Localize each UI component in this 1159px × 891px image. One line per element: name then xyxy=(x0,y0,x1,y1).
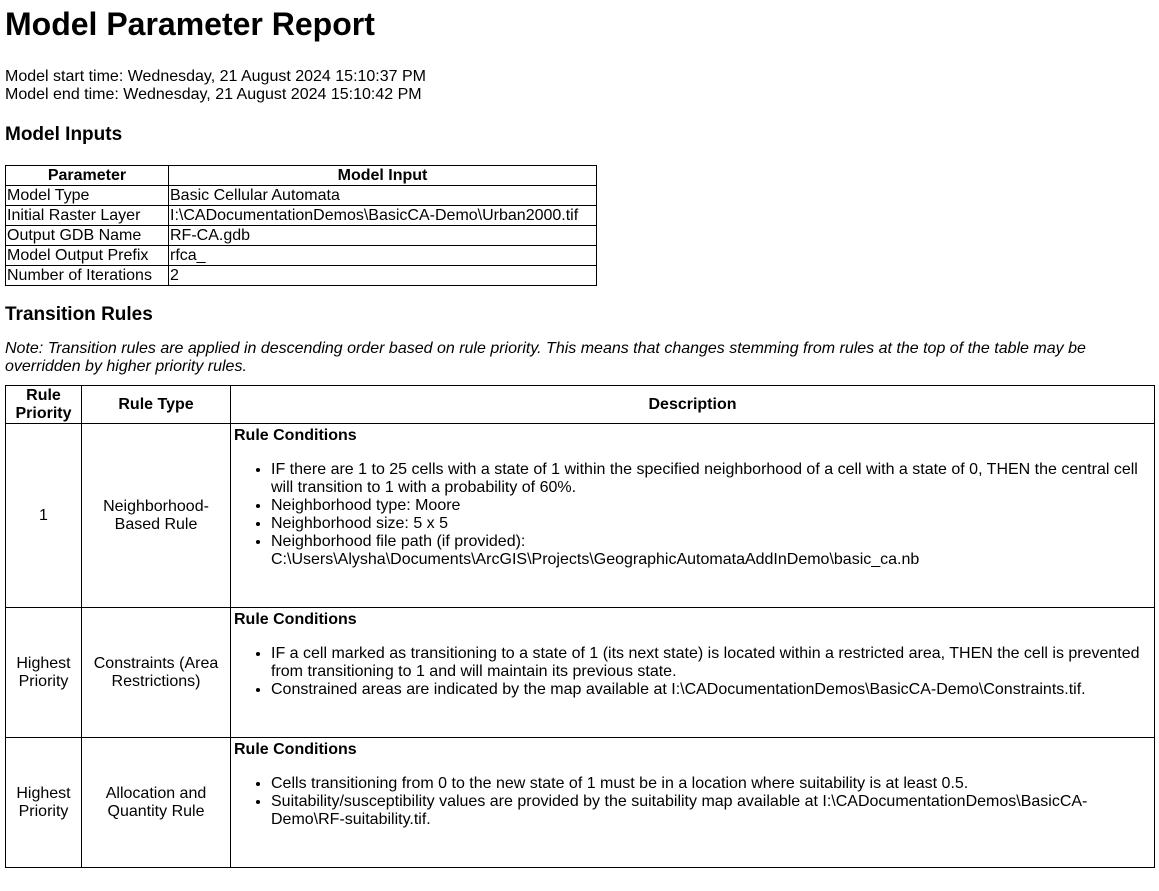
list-item: • Constrained areas are indicated by the map available at I:\CADocumentationDemos\BasicCA-Demo\Constraints.tif. xyxy=(271,681,1151,699)
input-value-cell: rfca_ xyxy=(169,246,597,266)
input-value-cell: RF-CA.gdb xyxy=(169,226,597,246)
rule-type-cell: Constraints (Area Restrictions) xyxy=(82,608,231,738)
table-row xyxy=(6,608,1155,738)
model-start-time: Model start time: Wednesday, 21 August 2024 15:10:37 PM xyxy=(5,68,426,85)
rule-description-cell xyxy=(231,738,1155,868)
parameter-cell: Initial Raster Layer xyxy=(6,206,169,226)
table-row xyxy=(6,246,597,266)
model-times xyxy=(5,68,1154,104)
table-row xyxy=(6,226,597,246)
rule-conditions-list xyxy=(234,775,1151,829)
rule-conditions-list xyxy=(234,645,1151,699)
transition-rules-note: Note: Transition rules are applied in descending order based on rule priority. This means that changes stemming from rules at the top of the table may be overridden by higher priority rules. xyxy=(5,340,1086,375)
table-row xyxy=(6,186,597,206)
parameter-cell: Output GDB Name xyxy=(6,226,169,246)
list-item: • Cells transitioning from 0 to the new state of 1 must be in a location where suitability is at least 0.5. xyxy=(271,775,1151,793)
transition-rules-heading: Transition Rules xyxy=(5,304,153,325)
inputs-header-model-input: Model Input xyxy=(169,166,597,186)
rules-header-row xyxy=(6,386,1155,424)
report-page xyxy=(0,5,1159,868)
list-item: • IF there are 1 to 25 cells with a state of 1 within the specified neighborhood of a cell with a state of 0, THEN the central cell will transition to 1 with a probability of 60%. xyxy=(271,461,1151,497)
page-title: Model Parameter Report xyxy=(5,6,375,42)
rule-conditions-title: Rule Conditions xyxy=(234,741,357,758)
list-item: • Neighborhood file path (if provided): C:\Users\Alysha\Documents\ArcGIS\Projects\GeographicAutomataAddInDemo\basic_ca.nb xyxy=(271,533,1151,569)
rule-type-cell: Allocation and Quantity Rule xyxy=(82,738,231,868)
rule-priority-cell: Highest Priority xyxy=(6,608,82,738)
list-item: • Neighborhood size: 5 x 5 xyxy=(271,515,1151,533)
input-value-cell: I:\CADocumentationDemos\BasicCA-Demo\Urban2000.tif xyxy=(169,206,597,226)
inputs-header-row xyxy=(6,166,597,186)
transition-rules-table xyxy=(5,385,1155,868)
model-inputs-heading: Model Inputs xyxy=(5,124,123,145)
rule-description-cell xyxy=(231,608,1155,738)
table-row xyxy=(6,424,1155,608)
table-row xyxy=(6,266,597,286)
rules-header-type: Rule Type xyxy=(82,386,231,424)
input-value-cell: 2 xyxy=(169,266,597,286)
rules-header-description: Description xyxy=(231,386,1155,424)
input-value-cell: Basic Cellular Automata xyxy=(169,186,597,206)
list-item: • Neighborhood type: Moore xyxy=(271,497,1151,515)
rule-conditions-title: Rule Conditions xyxy=(234,427,357,444)
rule-conditions-list xyxy=(234,461,1151,569)
table-row xyxy=(6,206,597,226)
parameter-cell: Model Type xyxy=(6,186,169,206)
parameter-cell: Model Output Prefix xyxy=(6,246,169,266)
rule-type-cell: Neighborhood-Based Rule xyxy=(82,424,231,608)
parameter-cell: Number of Iterations xyxy=(6,266,169,286)
model-inputs-table xyxy=(5,165,597,286)
rule-priority-cell: 1 xyxy=(6,424,82,608)
list-item: • IF a cell marked as transitioning to a state of 1 (its next state) is located within a restricted area, THEN the cell is prevented from transitioning to 1 and will maintain its previous state. xyxy=(271,645,1151,681)
table-row xyxy=(6,738,1155,868)
inputs-header-parameter: Parameter xyxy=(6,166,169,186)
rule-priority-cell: Highest Priority xyxy=(6,738,82,868)
rule-conditions-title: Rule Conditions xyxy=(234,611,357,628)
list-item: • Suitability/susceptibility values are provided by the suitability map available at I:\CADocumentationDemos\BasicCA-Demo\RF-suitability.tif. xyxy=(271,793,1151,829)
rules-header-priority: Rule Priority xyxy=(6,386,82,424)
model-end-time: Model end time: Wednesday, 21 August 2024 15:10:42 PM xyxy=(5,86,422,103)
rule-description-cell xyxy=(231,424,1155,608)
